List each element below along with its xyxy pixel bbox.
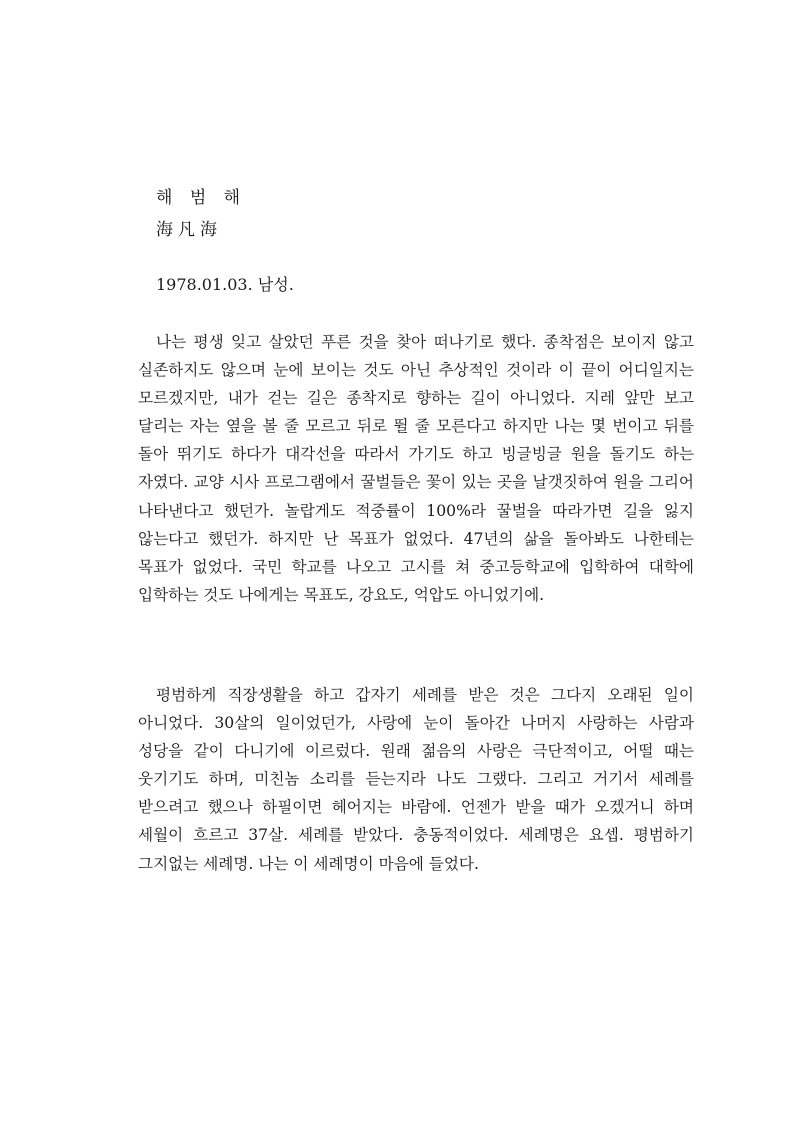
body-paragraph-1: 나는 평생 잊고 살았던 푸른 것을 찾아 떠나기로 했다. 종착점은 보이지 않고 실존하지도 않으며 눈에 보이는 것도 아닌 추상적인 것이라 이 끝이 어디일지는 모르겠지만, 내가 걷는 길은 종착지로 향하는 길이 아니었다. 지레 앞만 보고 달리는 자는 옆을 볼 줄 모르고 뒤로 뛸 줄 모른다고 하지만 나는 몇 번이고 뒤를 돌아 뛰기도 하다가 대각선을 따라서 가기도 하고 빙글빙글 원을 돌기도 하는 자였다. 교양 시사 프로그램에서 꿀벌들은 꽃이 있는 곳을 날갯짓하여 원을 그리어 나타낸다고 했던가. 놀랍게도 적중률이 100%라 꿀벌을 따라가면 길을 잃지 않는다고 했던가. 하지만 난 목표가 없었다. 47년의 삶을 돌아봐도 나한테는 목표가 없었다. 국민 학교를 나오고 고시를 쳐 중고등학교에 입학하여 대학에 입학하는 것도 나에게는 목표도, 강요도, 억압도 아니었기에. [138, 333, 694, 604]
author-header [156, 184, 246, 244]
author-name-korean: 해 범 해 [156, 188, 247, 208]
body-paragraph-2: 평범하게 직장생활을 하고 갑자기 세례를 받은 것은 그다지 오래된 일이 아니었다. 30살의 일이었던가, 사랑에 눈이 돌아간 나머지 사랑하는 사람과 성당을 같이 다니기에 이르렀다. 원래 젊음의 사랑은 극단적이고, 어떨 때는 웃기기도 하며, 미친놈 소리를 듣는지라 나도 그랬다. 그리고 거기서 세례를 받으려고 했으나 하필이면 헤어지는 바람에. 언젠가 받을 때가 오겠거니 하며 세월이 흐르고 37살. 세례를 받았다. 충동적이었다. 세례명은 요셉. 평범하기 그지없는 세례명. 나는 이 세례명이 마음에 들었다. [138, 686, 694, 873]
birth-info: 1978.01.03. 남성. [156, 275, 294, 294]
author-name-hanja: 海凡海 [156, 220, 222, 240]
